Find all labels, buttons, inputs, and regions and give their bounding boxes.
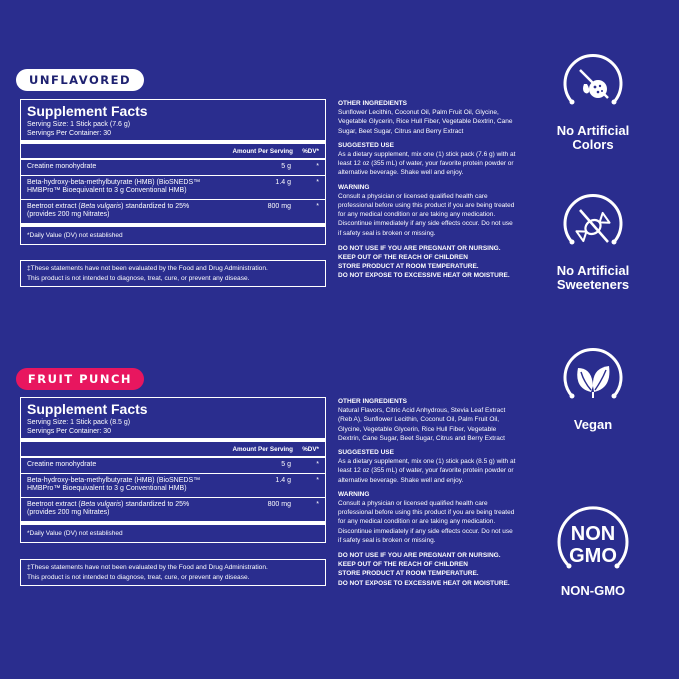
unflavored-label: UNFLAVORED [16,69,144,91]
vegan-leaf-icon [560,346,626,412]
product-info-fruit-punch [338,397,516,588]
warning-text: Consult a physician or licensed qualified health care professional before using this product if you are being treated for any medical condition or are taking any medication. Discontinue immediately if any side effects occur. Do not use if safety seal is broken or missing. [338,500,515,544]
warning-heading: WARNING [338,490,370,498]
suggested-use-heading: SUGGESTED USE [338,449,394,457]
dv-header: %DV* [302,148,319,155]
warning-text: Consult a physician or licensed qualified health care professional before using this product if you are being treated for any medical condition or are taking any medication. Discontinue immediately if any side effects occur. Do not use if safety seal is broken or missing. [338,192,515,237]
warning-heading: WARNING [338,183,370,191]
suggested-use: As a dietary supplement, mix one (1) stick pack (8.5 g) with at least 12 oz (355 mL) of water, your favorite protein powder or alternative beverage. Shake well and enjoy. [338,458,516,484]
amount-header: Amount Per Serving [232,148,293,155]
supplement-facts-panel-fruit-punch [20,397,326,543]
badge-no-artificial-sweeteners [541,192,645,292]
servings-per-container: Servings Per Container: 30 [27,129,112,137]
other-ingredients-heading: OTHER INGREDIENTS [338,398,407,405]
facts-row: Beta-hydroxy-beta-methylbutyrate (HMB) (BioSNEDS™ HMBPro™ Bioequivalent to 3 g Conventional HMB) 1.4 g * [27,178,319,194]
other-ingredients-heading: OTHER INGREDIENTS [338,100,407,107]
other-ingredients: Natural Flavors, Citric Acid Anhydrous, Stevia Leaf Extract (Reb A), Sunflower Lecithin, Coconut Oil, Palm Fruit Oil, Glycine, Vegetable Glycerin, Rice Hull Fiber, Vegetable Dextrin, Cane Sugar, Beet Sugar, Citrus and Berry Extract [338,407,506,442]
svg-text:GMO: GMO [569,545,617,567]
badge-non-gmo [541,502,645,598]
footnote: *Daily Value (DV) not established [27,231,123,239]
suggested-use: As a dietary supplement, mix one (1) stick pack (7.6 g) with at least 12 oz (355 mL) of water, your favorite protein powder or alternative beverage. Shake well and enjoy. [338,151,516,177]
fruit-punch-label: FRUIT PUNCH [16,368,144,390]
suggested-use-heading: SUGGESTED USE [338,141,394,149]
warning-caps: DO NOT USE IF YOU ARE PREGNANT OR NURSING. KEEP OUT OF THE REACH OF CHILDREN STORE PRODUCT AT ROOM TEMPERATURE. DO NOT EXPOSE TO EXCESSIVE HEAT OR MOISTURE. [338,244,510,280]
badge-label: No Artificial Sweeteners [556,263,630,292]
other-ingredients: Sunflower Lecithin, Coconut Oil, Palm Fruit Oil, Glycine, Vegetable Glycerin, Rice Hull Fiber, Vegetable Dextrin, Cane Sugar, Beet Sugar, Citrus and Berry Extract [338,109,513,135]
facts-row: Creatine monohydrate 5 g * [27,461,319,468]
fda-disclaimer-fruit-punch: ‡These statements have not been evaluated by the Food and Drug Administration. This product is not intended to diagnose, treat, cure, or prevent any disease. [20,559,326,586]
facts-title: Supplement Facts [27,401,148,417]
badge-vegan [541,346,645,432]
no-artificial-colors-icon [560,52,626,118]
facts-title: Supplement Facts [27,103,148,119]
product-info-unflavored [338,99,516,281]
fda-disclaimer-unflavored: ‡These statements have not been evaluated by the Food and Drug Administration. This product is not intended to diagnose, treat, cure, or prevent any disease. [20,260,326,287]
footnote: *Daily Value (DV) not established [27,529,123,537]
facts-row: Beetroot extract (Beta vulgaris) standardized to 25% (provides 200 mg Nitrates) 800 mg * [27,202,319,218]
dv-header: %DV* [302,446,319,453]
badge-label: No Artificial Colors [556,123,630,152]
amount-header: Amount Per Serving [232,446,293,453]
warning-caps: DO NOT USE IF YOU ARE PREGNANT OR NURSING. KEEP OUT OF THE REACH OF CHILDREN STORE PRODUCT AT ROOM TEMPERATURE. DO NOT EXPOSE TO EXCESSIVE HEAT OR MOISTURE. [338,552,510,587]
badge-label: Vegan [573,417,613,432]
non-gmo-icon [553,502,633,582]
serving-size: Serving Size: 1 Stick pack (7.6 g) [27,121,131,128]
no-artificial-sweeteners-icon [560,192,626,258]
facts-row: Beetroot extract (Beta vulgaris) standardized to 25% (provides 200 mg Nitrates) 800 mg * [27,500,319,516]
facts-row: Beta-hydroxy-beta-methylbutyrate (HMB) (BioSNEDS™ HMBPro™ Bioequivalent to 3 g Conventional HMB) 1.4 g * [27,476,319,492]
badge-no-artificial-colors [541,52,645,152]
facts-row: Creatine monohydrate 5 g * [27,163,319,170]
supplement-facts-panel-unflavored [20,99,326,245]
servings-per-container: Servings Per Container: 30 [27,427,112,435]
serving-size: Serving Size: 1 Stick pack (8.5 g) [27,419,131,426]
svg-text:NON: NON [570,523,616,545]
badge-label: NON-GMO [560,583,626,598]
